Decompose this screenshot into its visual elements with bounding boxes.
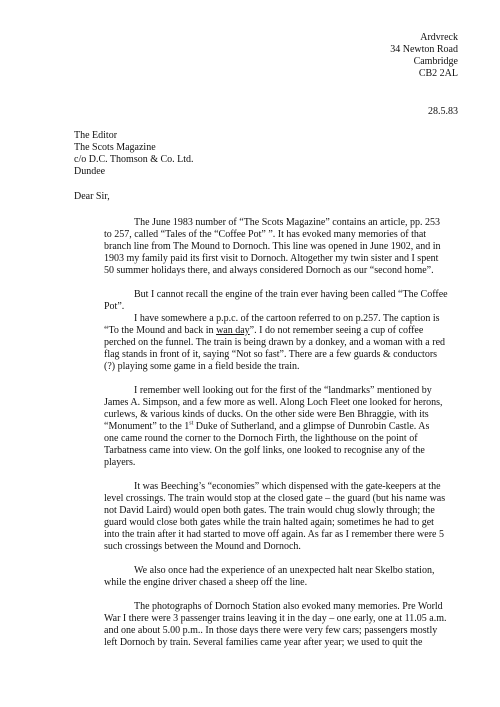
recipient-line: The Editor — [74, 130, 118, 141]
text-line: while the engine driver chased a sheep off the line. — [104, 577, 308, 588]
address-postcode: CB2 2AL — [418, 68, 458, 79]
text-line: branch line from The Mound to Dornoch. This line was opened in June 1902, and in — [104, 241, 441, 252]
text-line: The June 1983 number of “The Scots Magazine” contains an article, pp. 253 — [134, 217, 441, 228]
text-line: I remember well looking out for the first of the “landmarks” mentioned by — [134, 385, 432, 396]
recipient-line: The Scots Magazine — [74, 142, 156, 153]
underlined-phrase: wan day — [216, 325, 250, 336]
salutation: Dear Sir, — [74, 191, 110, 202]
paragraph-3 — [74, 313, 460, 373]
text-line — [74, 421, 460, 433]
text-line: level crossings. The train would stop at the closed gate – the guard (but his name was — [104, 493, 446, 504]
superscript: st — [189, 420, 194, 427]
text-line: We also once had the experience of an unexpected halt near Skelbo station, — [134, 565, 435, 576]
paragraph-1 — [74, 217, 460, 277]
sender-address — [298, 32, 458, 80]
address-street: 34 Newton Road — [390, 44, 458, 55]
text-line: Pot”. — [104, 301, 125, 312]
text-line: But I cannot recall the engine of the train ever having been called “The Coffee — [134, 289, 448, 300]
text-fragment: “Monument” to the 1 — [104, 421, 190, 432]
text-line: players. — [104, 457, 136, 468]
paragraph-4 — [74, 385, 460, 469]
text-line: I have somewhere a p.p.c. of the cartoon referred to on p.257. The caption is — [134, 313, 440, 324]
text-line: curlews, & various kinds of ducks. On the other side were Ben Bhraggie, with its — [104, 409, 429, 420]
text-line: It was Beeching’s “economies” which dispensed with the gate-keepers at the — [134, 481, 441, 492]
text-line: one came round the corner to the Dornoch Firth, the lighthouse on the point of — [104, 433, 418, 444]
text-line: 1903 my family paid its first visit to Dornoch. Altogether my twin sister and I spent — [104, 253, 439, 264]
text-line: not David Laird) would open both gates. The train would chug slowly through; the — [104, 505, 435, 516]
recipient-line: c/o D.C. Thomson & Co. Ltd. — [74, 154, 194, 165]
text-fragment: Duke of Sutherland, and a glimpse of Dunrobin Castle. As — [193, 421, 430, 432]
paragraph-7 — [74, 601, 460, 649]
address-house: Ardvreck — [420, 32, 458, 43]
text-line: left Dornoch by train. Several families came year after year; we used to quit the — [104, 637, 423, 648]
text-fragment: “To the Mound and back in — [104, 325, 217, 336]
text-line: to 257, called “Tales of the “Coffee Pot” ”. It has evoked many memories of that — [104, 229, 427, 240]
text-line: and one about 5.00 p.m.. In those days there were very few cars; passengers mostly — [104, 625, 438, 636]
text-line: 50 summer holidays there, and always considered Dornoch as our “second home”. — [104, 265, 434, 276]
text-line — [74, 325, 460, 337]
text-line: guard would close both gates while the train halted again; sometimes he had to get — [104, 517, 434, 528]
text-line: into the train after it had started to move off again. As far as I remember there were 5 — [104, 529, 444, 540]
letter-body — [74, 217, 460, 661]
address-town: Cambridge — [413, 56, 458, 67]
recipient-address — [74, 130, 194, 178]
text-line: flag stands in front of it, saying “Not so fast”. There are a few guards & conductors — [104, 349, 438, 360]
text-line: James A. Simpson, and a few more as well. Along Loch Fleet one looked for herons, — [104, 397, 443, 408]
text-line: (?) playing some game in a field beside the train. — [104, 361, 300, 372]
text-fragment: ”. I do not remember seeing a cup of coffee — [249, 325, 424, 336]
paragraph-2 — [74, 289, 460, 313]
paragraph-6 — [74, 565, 460, 589]
text-line: Tarbatness came into view. On the golf links, one looked to recognise any of the — [104, 445, 425, 456]
text-line: perched on the funnel. The train is being drawn by a donkey, and a woman with a red — [104, 337, 446, 348]
text-line: such crossings between the Mound and Dornoch. — [104, 541, 301, 552]
paragraph-5 — [74, 481, 460, 553]
recipient-line: Dundee — [74, 166, 106, 177]
letter-date: 28.5.83 — [428, 106, 458, 117]
text-line: The photographs of Dornoch Station also evoked many memories. Pre World — [134, 601, 443, 612]
text-line: War I there were 3 passenger trains leaving it in the day – one early, one at 11.05 a.m. — [104, 613, 447, 624]
